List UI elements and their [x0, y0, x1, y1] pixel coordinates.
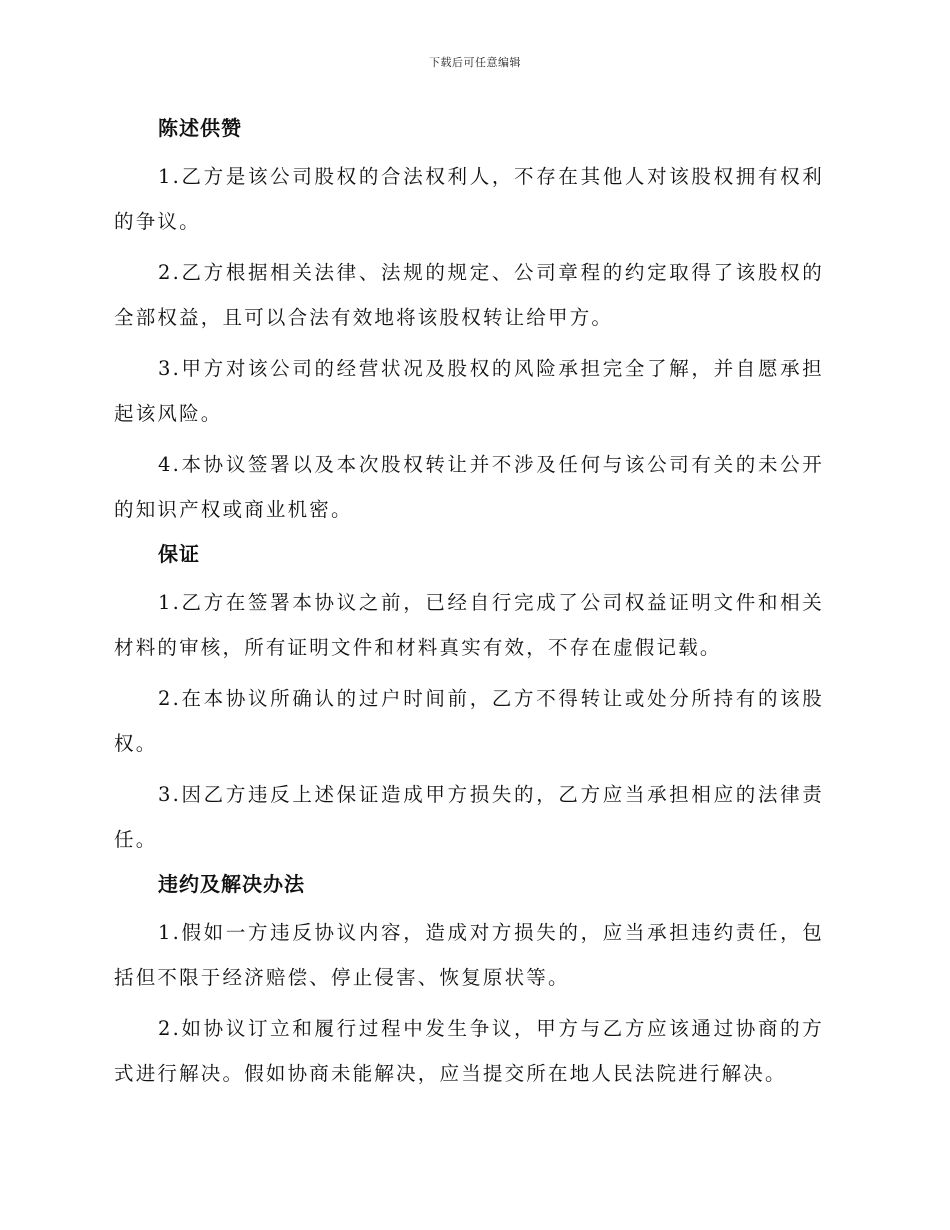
section-statements: [114, 112, 824, 532]
paragraph: 1.假如一方违反协议内容，造成对方损失的，应当承担违约责任，包括但不限于经济赔偿、停止侵害、恢复原状等。: [114, 921, 824, 989]
paragraph: 1.乙方是该公司股权的合法权利人，不存在其他人对该股权拥有权利的争议。: [114, 165, 824, 233]
paragraph: 3.甲方对该公司的经营状况及股权的风险承担完全了解，并自愿承担起该风险。: [114, 357, 824, 425]
paragraph: 2.如协议订立和履行过程中发生争议，甲方与乙方应该通过协商的方式进行解决。假如协商未能解决，应当提交所在地人民法院进行解决。: [114, 1017, 824, 1085]
paragraph: 4.本协议签署以及本次股权转让并不涉及任何与该公司有关的未公开的知识产权或商业机密。: [114, 453, 824, 521]
paragraph: 2.乙方根据相关法律、法规的规定、公司章程的约定取得了该股权的全部权益，且可以合法有效地将该股权转让给甲方。: [114, 261, 824, 329]
section-heading: 陈述供赞: [158, 116, 242, 140]
paragraph: 3.因乙方违反上述保证造成甲方损失的，乙方应当承担相应的法律责任。: [114, 783, 824, 851]
document-body: [114, 112, 824, 1102]
page-header: 下载后可任意编辑: [429, 56, 521, 69]
section-guarantee: [114, 538, 824, 862]
section-heading: 违约及解决办法: [158, 872, 305, 896]
section-heading: 保证: [158, 542, 200, 566]
paragraph: 1.乙方在签署本协议之前，已经自行完成了公司权益证明文件和相关材料的审核，所有证明文件和材料真实有效，不存在虚假记载。: [114, 591, 824, 659]
section-breach-resolution: [114, 868, 824, 1096]
paragraph: 2.在本协议所确认的过户时间前，乙方不得转让或处分所持有的该股权。: [114, 687, 824, 755]
